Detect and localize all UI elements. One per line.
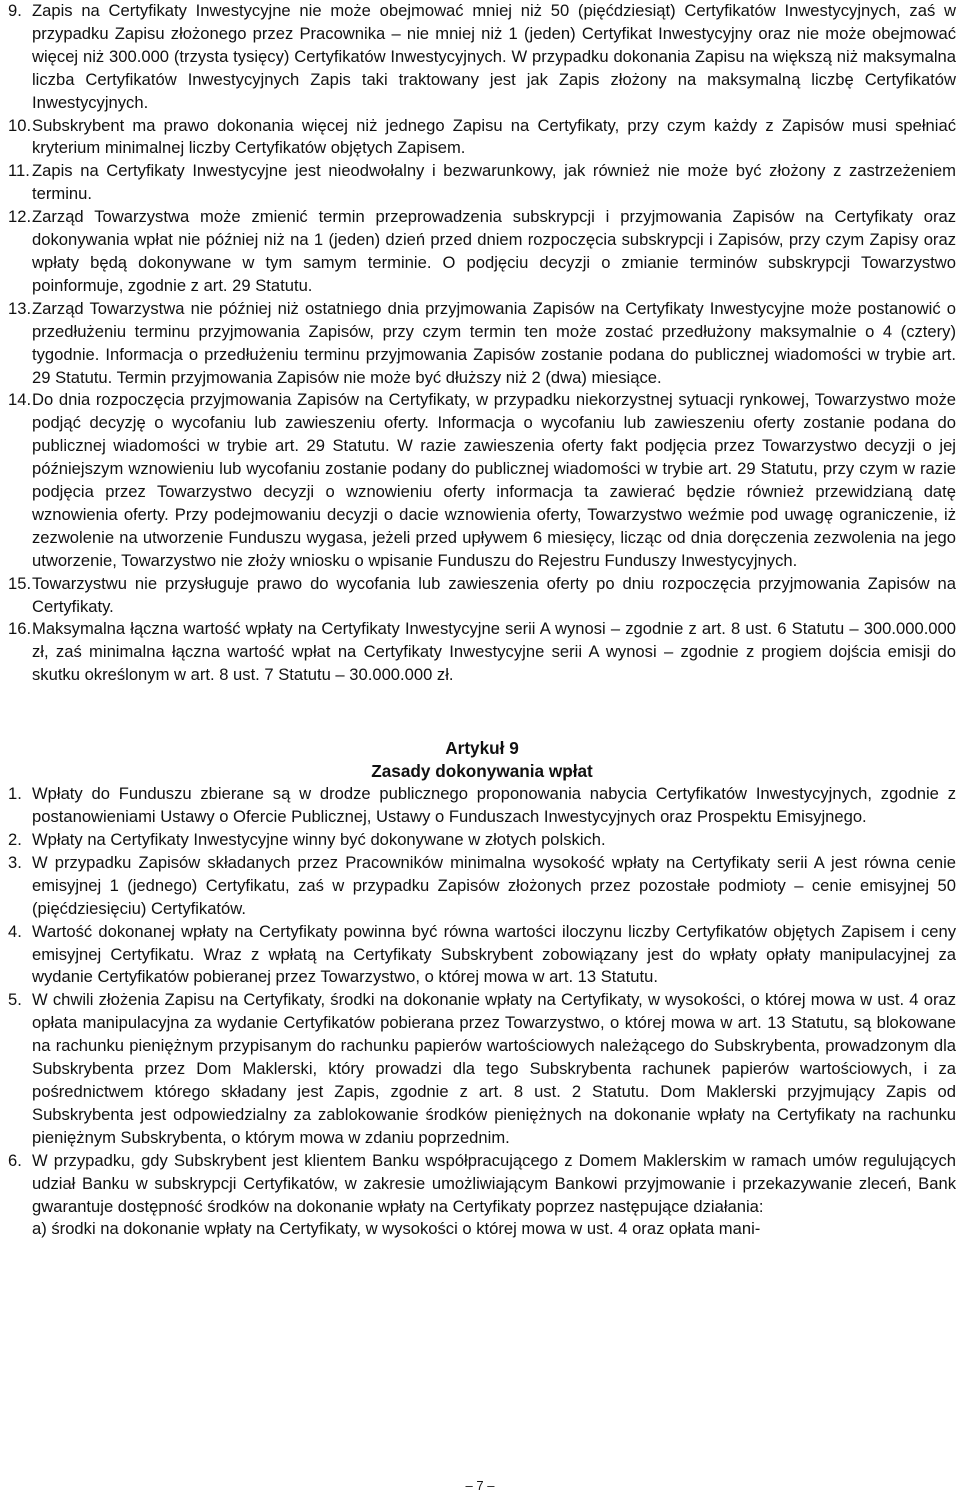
sub-list-item: a) środki na dokonanie wpłaty na Certyfikaty, w wysokości o której mowa w ust. 4 oraz opłata mani-: [32, 1219, 761, 1239]
item-text: W chwili złożenia Zapisu na Certyfikaty, środki na dokonanie wpłaty na Certyfikaty, w wysokości, o której mowa w ust. 4 oraz opłata manipulacyjna za wydanie Certyfikatów pobierana przez Towarzystwo, o której mowa w art. 13 Statutu, są blokowane na rachunku pieniężnym przypisanym do rachunku papierów wartościowych należącego do Subskrybenta, prowadzonym dla Subskrybenta przez Dom Maklerski, który prowadzi dla tego Subskrybenta rachunek papierów wartościowych, i za pośrednictwem którego składany jest Zapis, zgodnie z art. 8 ust. 2 Statutu. Dom Maklerski przyjmujący Zapis od Subskrybenta jest odpowiedzialny za zablokowanie środków pieniężnych na dokonanie wpłaty na Certyfikaty na rachunku pieniężnym Subskrybenta, o którym mowa w zdaniu poprzednim.: [32, 990, 956, 1147]
item-text: Subskrybent ma prawo dokonania więcej niż jednego Zapisu na Certyfikaty, przy czym każdy z Zapisów musi spełniać kryterium minimalnej liczby Certyfikatów objętych Zapisem.: [32, 115, 956, 158]
list-item: [8, 389, 956, 572]
item-number: 4.: [8, 921, 22, 941]
item-number: 13.: [8, 298, 32, 318]
page-number: – 7 –: [465, 1478, 495, 1493]
document-page: [8, 0, 956, 1241]
item-number: 5.: [8, 990, 22, 1010]
item-text: Zarząd Towarzystwa może zmienić termin przeprowadzenia subskrypcji i przyjmowania Zapisów na Certyfikaty oraz dokonywania wpłat nie później niż na 1 (jeden) dzień przed dniem rozpoczęcia subskrypcji i Zapisów, przy czym Zapisy oraz wpłaty będą dokonywane w tym samym terminie. O podjęciu decyzji o zmianie terminów subskrypcji Towarzystwo poinformuje, zgodnie z art. 29 Statutu.: [32, 207, 956, 295]
item-text: W przypadku, gdy Subskrybent jest klientem Banku współpracującego z Domem Maklerskim w ramach umów regulujących udział Banku w subskrypcji Certyfikatów, w zakresie umożliwiającym Bankowi przyjmowanie i przekazywanie zleceń, Bank gwarantuje dostępność środków na dokonanie wpłaty na Certyfikaty poprzez następujące działania:: [32, 1150, 956, 1216]
item-number: 15.: [8, 573, 32, 593]
item-text: W przypadku Zapisów składanych przez Pracowników minimalna wysokość wpłaty na Certyfikaty serii A jest równa cenie emisyjnej 1 (jednego) Certyfikatu, zaś w przypadku Zapisów złożonych przez pozostałe podmioty – cenie emisyjnej 50 (pięćdziesięciu) Certyfikatów.: [32, 852, 956, 918]
item-text: Wartość dokonanej wpłaty na Certyfikaty powinna być równa wartości iloczynu liczby Certyfikatów objętych Zapisem i ceny emisyjnej Certyfikatu. Wraz z wpłatą na Certyfikaty Subskrybent zobowiązany jest do wpłaty opłaty manipulacyjnej za wydanie Certyfikatów pobieranej przez Towarzystwo, o której mowa w art. 13 Statutu.: [32, 921, 956, 987]
item-text: Zarząd Towarzystwa nie później niż ostatniego dnia przyjmowania Zapisów na Certyfikaty Inwestycyjne może postanowić o przedłużeniu terminu przyjmowania Zapisów, przy czym termin ten może zostać przedłużony maksymalnie o 4 (cztery) tygodnie. Informacja o przedłużeniu terminu przyjmowania Zapisów zostanie podana do publicznej wiadomości w trybie art. 29 Statutu. Termin przyjmowania Zapisów nie może być dłuższy niż 2 (dwa) miesiące.: [32, 298, 956, 387]
list-item: [8, 573, 956, 619]
item-number: 3.: [8, 852, 22, 872]
item-text: Wpłaty na Certyfikaty Inwestycyjne winny być dokonywane w złotych polskich.: [32, 830, 606, 849]
item-number: 16.: [8, 619, 32, 639]
item-number: 6.: [8, 1150, 22, 1170]
item-number: 1.: [8, 784, 22, 804]
item-number: 14.: [8, 390, 32, 410]
article-8-list: [8, 0, 956, 687]
article-9-list: [8, 783, 956, 1241]
list-item: [8, 1150, 956, 1219]
item-number: 10.: [8, 115, 32, 135]
list-item: [8, 852, 956, 921]
item-text: Maksymalna łączna wartość wpłaty na Certyfikaty Inwestycyjne serii A wynosi – zgodnie z art. 8 ust. 6 Statutu – 300.000.000 zł, zaś minimalna łączna wartość wpłat na Certyfikaty Inwestycyjne serii A wynosi – zgodnie z progiem dojścia emisji do skutku określonym w art. 8 ust. 7 Statutu – 30.000.000 zł.: [32, 619, 956, 685]
item-number: 9.: [8, 1, 22, 20]
list-item: [8, 0, 956, 115]
list-item: [8, 921, 956, 990]
item-text: Do dnia rozpoczęcia przyjmowania Zapisów na Certyfikaty, w przypadku niekorzystnej sytuacji rynkowej, Towarzystwo może podjąć decyzję o wycofaniu lub zawieszeniu oferty. Informacja o wycofaniu lub zawieszeniu oferty zostanie podana do publicznej wiadomości w trybie art. 29 Statutu. W razie zawieszenia oferty fakt podjęcia przez Towarzystwo decyzji o jej późniejszym wznowieniu lub wycofaniu zostanie podany do publicznej wiadomości w trybie art. 29 Statutu, przy czym w razie podjęcia przez Towarzystwo decyzji o wznowieniu oferty informacja ta zawierać będzie również przewidzianą datę wznowienia oferty. Przy podejmowaniu decyzji o dacie wznowienia oferty, Towarzystwo weźmie pod uwagę ograniczenie, iż zezwolenie na utworzenie Funduszu wygasa, jeżeli przed upływem 6 miesięcy, licząc od dnia doręczenia zezwolenia na jego utworzenie, Towarzystwo nie złoży wniosku o wpisanie Funduszu do Rejestru Funduszy Inwestycyjnych.: [32, 390, 956, 570]
item-text: Zapis na Certyfikaty Inwestycyjne nie może obejmować mniej niż 50 (pięćdziesiąt) Certyfikatów Inwestycyjnych, zaś w przypadku Zapisu złożonego przez Pracownika – nie mniej niż 1 (jeden) Certyfikat Inwestycyjny oraz nie może obejmować więcej niż 300.000 (trzysta tysięcy) Certyfikatów Inwestycyjnych. W przypadku dokonania Zapisu na większą niż maksymalna liczba Certyfikatów Inwestycyjnych Zapis taki traktowany jest jak Zapis złożony na maksymalną liczbę Certyfikatów Inwestycyjnych.: [32, 1, 956, 112]
article-title: Artykuł 9: [445, 738, 519, 759]
list-item: [8, 829, 956, 852]
section-spacer: [8, 687, 956, 737]
item-number: 11.: [8, 161, 30, 181]
item-number: 2.: [8, 830, 22, 849]
list-item: [8, 206, 956, 298]
list-item: [8, 618, 956, 687]
list-item: [8, 783, 956, 829]
item-text: Wpłaty do Funduszu zbierane są w drodze publicznego proponowania nabycia Certyfikatów Inwestycyjnych, zgodnie z postanowieniami Ustawy o Ofercie Publicznej, Ustawy o Funduszach Inwestycyjnych oraz Prospektu Emisyjnego.: [32, 784, 956, 827]
item-number: 12.: [8, 207, 32, 227]
item-text: Towarzystwu nie przysługuje prawo do wycofania lub zawieszenia oferty po dniu rozpoczęcia przyjmowania Zapisów na Certyfikaty.: [32, 573, 956, 616]
article-subtitle: Zasady dokonywania wpłat: [371, 761, 593, 782]
list-item: [8, 298, 956, 390]
item-text: Zapis na Certyfikaty Inwestycyjne jest nieodwołalny i bezwarunkowy, jak również nie może być złożony z zastrzeżeniem terminu.: [32, 161, 956, 204]
list-item: [8, 160, 956, 206]
list-item: [8, 989, 956, 1149]
list-item: [8, 115, 956, 161]
